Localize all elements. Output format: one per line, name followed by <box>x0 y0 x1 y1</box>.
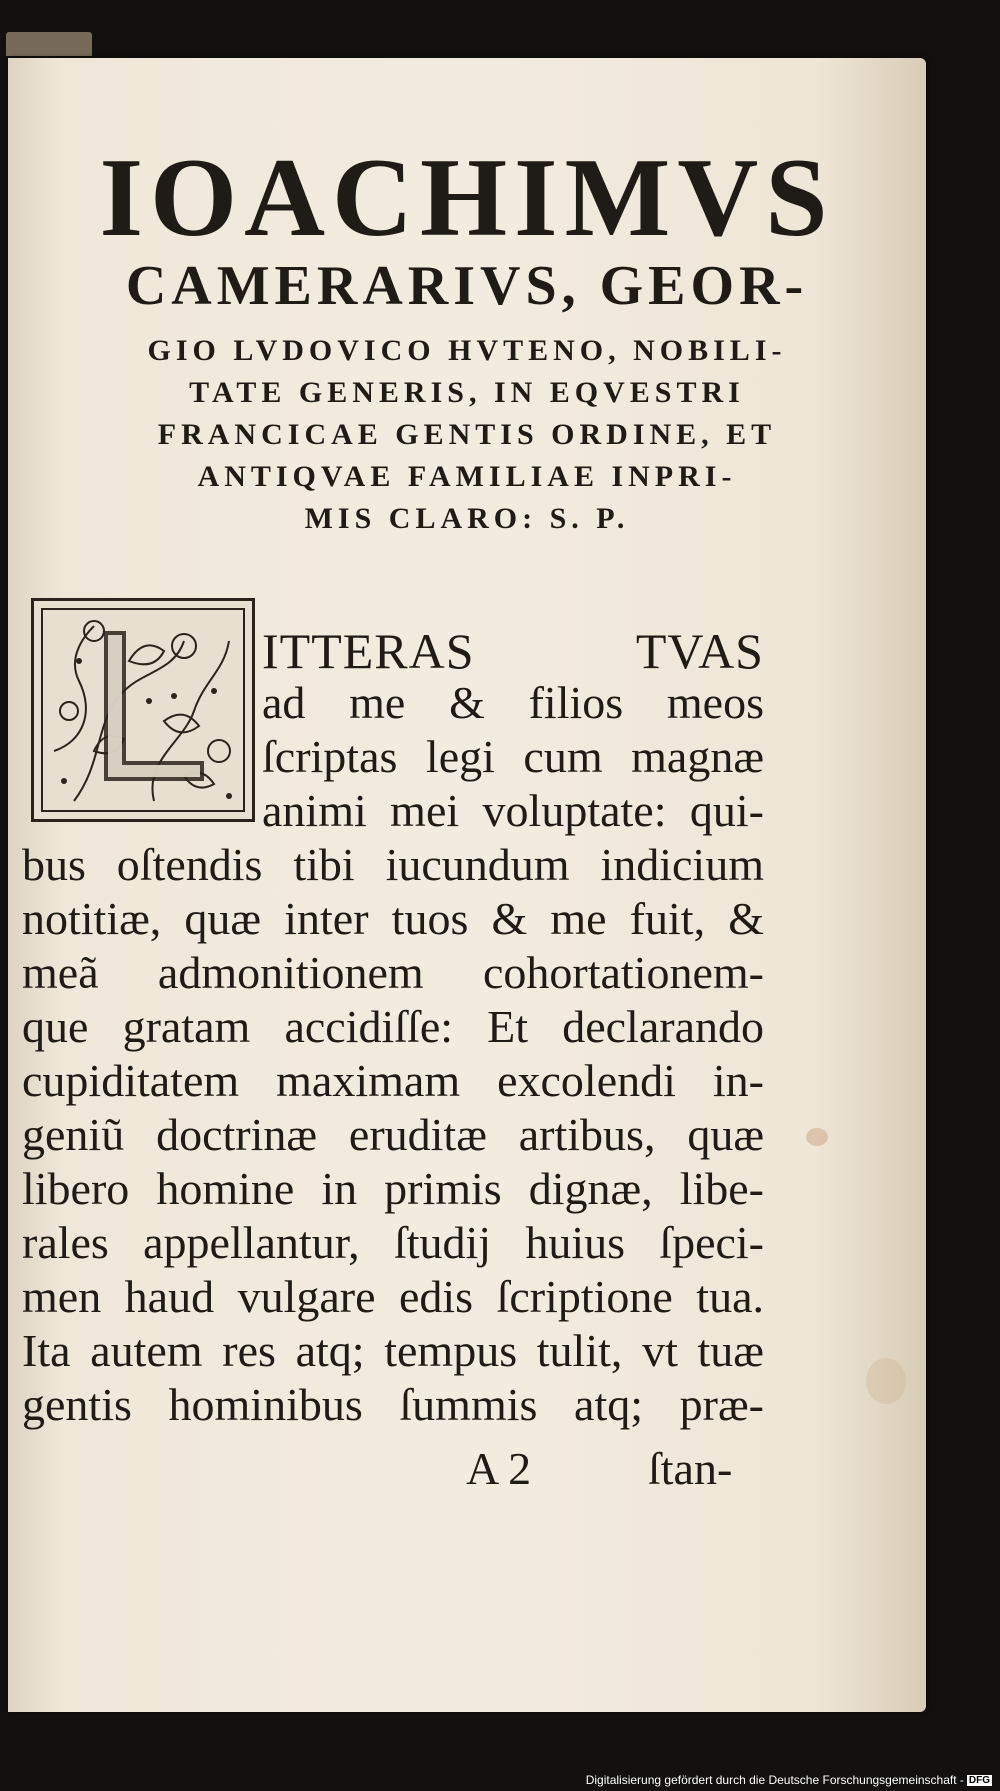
foliage-ornament-icon <box>34 601 252 819</box>
subtitle-line: GIO LVDOVICO HVTENO, NOBILI- <box>147 334 787 367</box>
text-line: cupiditatem maximam excolendi in- <box>22 1055 764 1106</box>
subtitle-line: ANTIQVAE FAMILIAE INPRI- <box>197 460 737 493</box>
text-line: ſcriptas legi cum magnæ <box>262 731 764 782</box>
dfg-logo: DFG <box>968 1775 990 1787</box>
text-line: geniũ doctrinæ eruditæ artibus, quæ <box>22 1109 764 1160</box>
catchword: ſtan- <box>648 1443 733 1494</box>
text-line: meã admonitionem cohortationem- <box>22 947 764 998</box>
text-line: rales appellantur, ſtudij huius ſpeci- <box>22 1217 764 1268</box>
text-line: animi mei voluptate: qui- <box>262 785 764 836</box>
text-line: libero homine in primis dignæ, libe- <box>22 1163 764 1214</box>
signature-mark: A 2 <box>466 1443 532 1494</box>
title-line-1: IOACHIMVS <box>99 136 835 260</box>
book-page <box>8 58 926 1712</box>
subtitle-line: MIS CLARO: S. P. <box>304 502 630 535</box>
stain <box>866 1358 906 1404</box>
digitization-credit <box>586 1773 992 1787</box>
text-line: bus oſtendis tibi iucundum indicium <box>22 839 764 890</box>
text-line: ad me & filios meos <box>262 677 764 728</box>
subtitle-line: FRANCICAE GENTIS ORDINE, ET <box>157 418 777 451</box>
subtitle-line: TATE GENERIS, IN EQVESTRI <box>189 376 745 409</box>
text-line: ITTERAS TVAS <box>262 623 764 679</box>
text-line: notitiæ, quæ inter tuos & me fuit, & <box>22 893 764 944</box>
credit-text: Digitalisierung gefördert durch die Deutsche Forschungsgemeinschaft - <box>585 1773 964 1787</box>
text-line: men haud vulgare edis ſcriptione tua. <box>22 1271 764 1322</box>
text-line: que gratam accidiſſe: Et declarando <box>22 1001 764 1052</box>
decorated-initial <box>31 598 255 822</box>
text-line: Ita autem res atq; tempus tulit, vt tuæ <box>22 1325 764 1376</box>
text-line: gentis hominibus ſummis atq; præ- <box>22 1379 764 1430</box>
page-edge-tab <box>6 32 92 56</box>
stain <box>806 1128 828 1146</box>
title-line-2: CAMERARIVS, GEOR- <box>125 255 809 317</box>
